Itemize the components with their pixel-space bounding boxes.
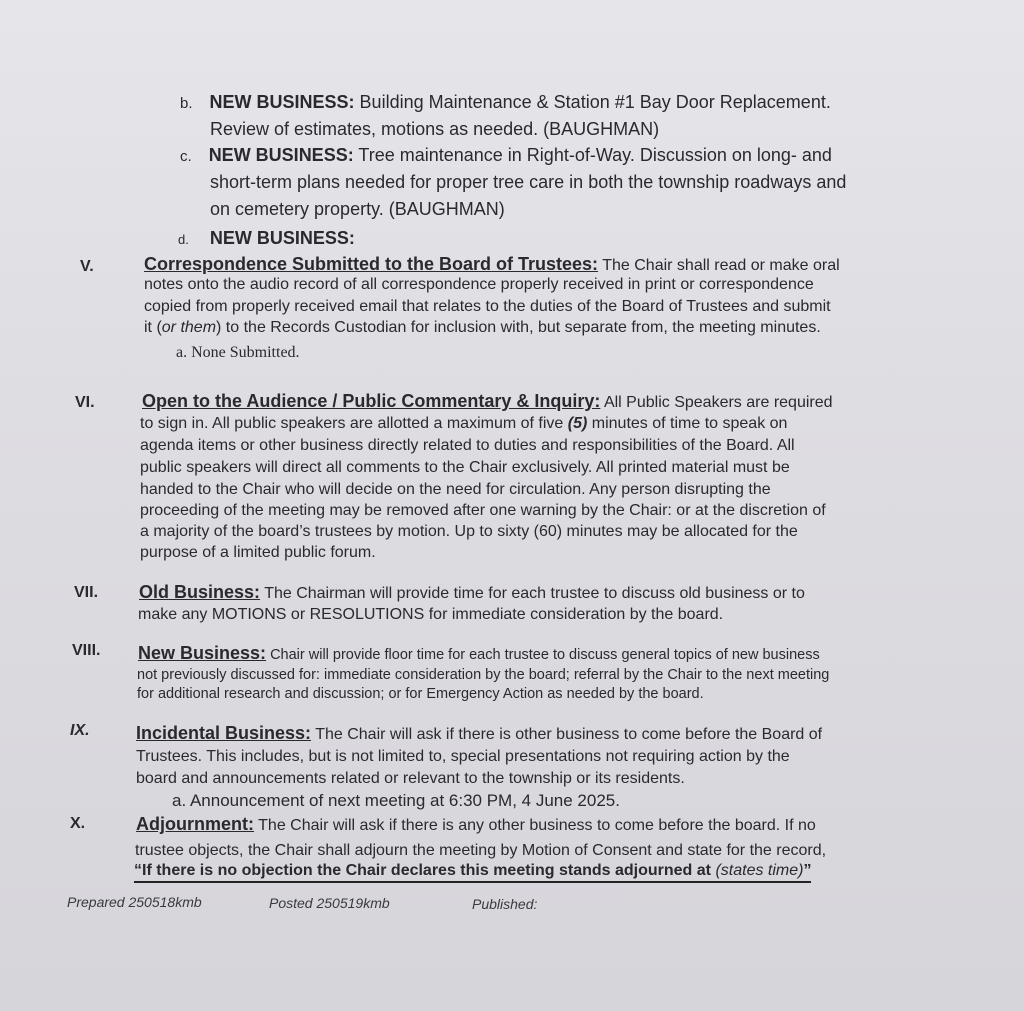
item-letter: c. <box>180 148 192 165</box>
footer-prepared: Prepared 250518kmb <box>67 894 202 910</box>
section-text: The Chairman will provide time for each trustee to discuss old business or to <box>260 585 805 602</box>
section-text: The Chair will ask if there is any other business to come before the board. If no <box>253 817 816 834</box>
section-text: agenda items or other business directly related to duties and responsibilities of the Board. All <box>140 437 795 454</box>
section-number: VII. <box>74 584 99 601</box>
item-text: on cemetery property. (BAUGHMAN) <box>210 199 505 219</box>
section-text: ) to the Records Custodian for inclusion with, but separate from, the meeting minutes. <box>216 319 821 336</box>
section-text: All Public Speakers are required <box>600 394 833 411</box>
section-text: “If there is no objection the Chair declares this meeting stands adjourned at <box>134 862 716 879</box>
section-text: not previously discussed for: immediate consideration by the board; referral by the Chair to the next meeting <box>137 667 830 683</box>
item-text: Tree maintenance in Right-of-Way. Discussion on long- and <box>353 145 832 165</box>
section-text: handed to the Chair who will decide on the need for circulation. Any person disrupting the <box>140 481 771 498</box>
section-text: public speakers will direct all comments to the Chair exclusively. All printed material must be <box>140 459 790 476</box>
item-letter: b. <box>180 95 193 112</box>
section-heading: Old Business: <box>139 582 261 602</box>
section-text: minutes of time to speak on <box>587 415 788 432</box>
item-text: Review of estimates, motions as needed. (BAUGHMAN) <box>210 119 660 139</box>
adjournment-statement <box>134 860 811 883</box>
item-heading: NEW BUSINESS: <box>209 228 355 248</box>
section-viii-heading-line <box>138 643 820 665</box>
section-number: VIII. <box>72 642 101 659</box>
section-text: proceeding of the meeting may be removed after one warning by the Chair: or at the discretion of <box>140 502 826 519</box>
section-text: purpose of a limited public forum. <box>140 544 376 561</box>
section-heading: Open to the Audience / Public Commentary & Inquiry: <box>142 391 601 411</box>
section-number: VI. <box>75 394 95 411</box>
section-sub-item: a. None Submitted. <box>176 344 300 361</box>
section-text-emphasis: (5) <box>567 415 588 432</box>
section-sub-item: a. Announcement of next meeting at 6:30 PM, 4 June 2025. <box>172 791 620 810</box>
section-text: it ( <box>144 319 162 336</box>
item-d <box>178 225 355 253</box>
section-text: The Chair shall read or make oral <box>598 257 840 274</box>
section-v-heading-line <box>144 254 840 276</box>
section-vii-heading-line <box>139 582 805 604</box>
section-heading: Adjournment: <box>136 814 254 834</box>
section-text: copied from properly received email that relates to the duties of the Board of Trustees and submit <box>144 298 831 315</box>
item-text: Building Maintenance & Station #1 Bay Door Replacement. <box>354 92 831 112</box>
section-text-italic: or them <box>161 319 217 336</box>
section-text: ” <box>803 862 812 879</box>
section-heading: Correspondence Submitted to the Board of Trustees: <box>144 254 599 274</box>
section-number: X. <box>70 815 86 832</box>
section-x-heading-line <box>136 814 816 836</box>
item-c <box>180 142 832 170</box>
section-text: trustee objects, the Chair shall adjourn the meeting by Motion of Consent and state for the record, <box>135 842 827 859</box>
section-number: V. <box>80 258 94 275</box>
section-text: board and announcements related or relevant to the township or its residents. <box>136 770 685 787</box>
section-text: make any MOTIONS or RESOLUTIONS for immediate consideration by the board. <box>138 606 724 623</box>
section-text: a majority of the board’s trustees by motion. Up to sixty (60) minutes may be allocated for the <box>140 523 798 540</box>
item-b <box>180 89 831 117</box>
item-text: short-term plans needed for proper tree care in both the township roadways and <box>210 172 847 192</box>
section-text: for additional research and discussion; or for Emergency Action as needed by the board. <box>137 686 704 702</box>
section-text-italic: (states time) <box>715 862 804 879</box>
section-text-line <box>144 317 821 338</box>
item-heading: NEW BUSINESS: <box>208 145 354 165</box>
section-text: Chair will provide floor time for each trustee to discuss general topics of new business <box>266 647 820 663</box>
section-heading: New Business: <box>138 643 267 663</box>
section-text: notes onto the audio record of all correspondence properly received in print or correspondence <box>144 276 814 293</box>
section-text: The Chair will ask if there is other business to come before the Board of <box>311 726 823 743</box>
section-vi-heading-line <box>142 391 833 413</box>
section-text: to sign in. All public speakers are allotted a maximum of five <box>140 415 568 432</box>
section-text-line <box>140 413 787 434</box>
footer-posted: Posted 250519kmb <box>269 895 390 911</box>
section-text: Trustees. This includes, but is not limited to, special presentations not requiring action by the <box>136 748 790 765</box>
item-letter: d. <box>178 232 189 247</box>
section-number: IX. <box>70 722 90 739</box>
section-ix-heading-line <box>136 723 822 745</box>
section-heading: Incidental Business: <box>136 723 312 743</box>
footer-published: Published: <box>472 896 538 912</box>
item-heading: NEW BUSINESS: <box>209 92 355 112</box>
